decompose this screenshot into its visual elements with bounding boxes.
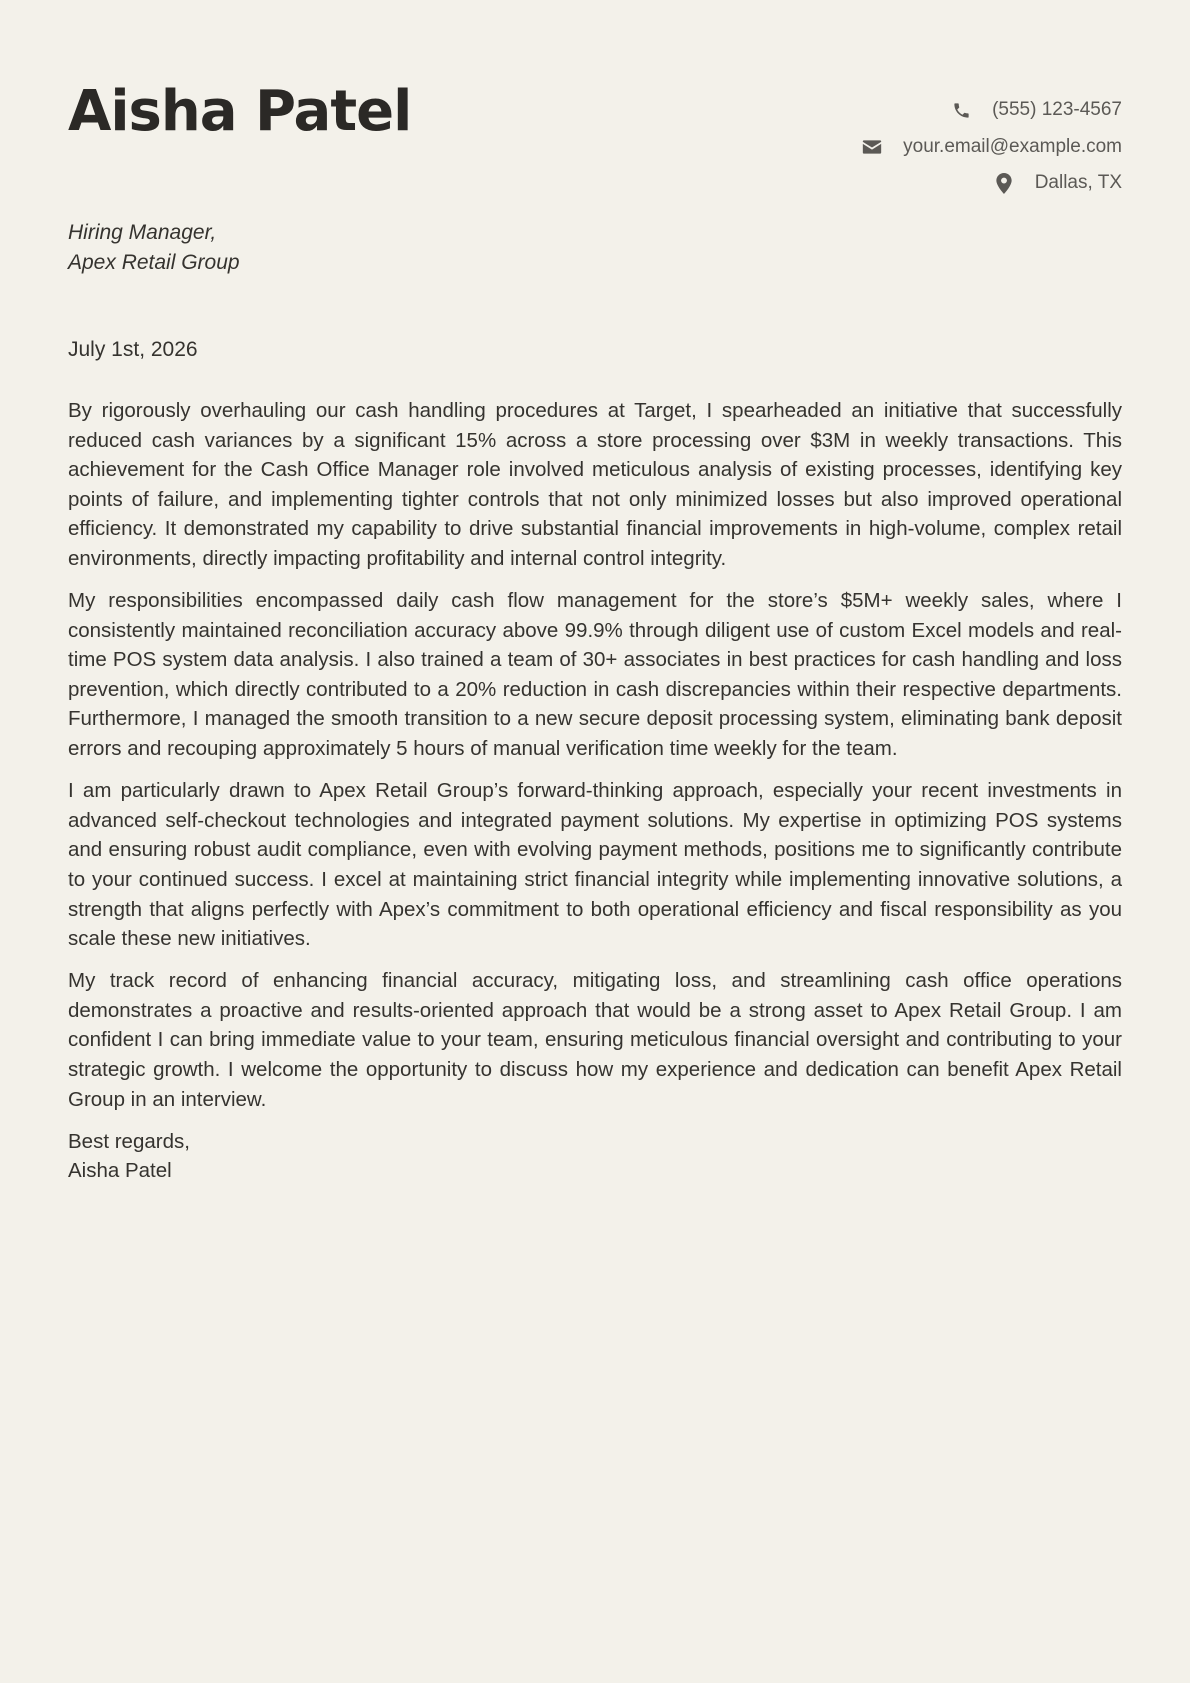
location-text: Dallas, TX: [1034, 172, 1122, 194]
phone-text: (555) 123-4567: [992, 99, 1122, 121]
body-paragraph: My track record of enhancing financial accuracy, mitigating loss, and streamlining cash office operations demonstrates a proactive and results-oriented approach that would be a strong asset to Apex Retail Group. I am confident I can bring immediate value to your team, ensuring meticulous financial oversight and contributing to your strategic growth. I welcome the opportunity to discuss how my experience and dedication can benefit Apex Retail Group in an interview.: [68, 969, 1122, 1111]
recipient-title: Hiring Manager,: [68, 221, 217, 244]
body-paragraph: By rigorously overhauling our cash handling procedures at Target, I spearheaded an initiative that successfully reduced cash variances by a significant 15% across a store processing over $3M in weekly transactions. This achievement for the Cash Office Manager role involved meticulous analysis of existing processes, identifying key points of failure, and implementing tighter controls that not only minimized losses but also improved operational efficiency. It demonstrated my capability to drive substantial financial improvements in high-volume, complex retail environments, directly impacting profitability and internal control integrity.: [68, 399, 1122, 570]
letter-body: [68, 396, 1122, 1186]
letter-header: [68, 0, 1122, 210]
contact-email: [861, 129, 1122, 166]
contact-location: [861, 165, 1122, 202]
cover-letter-page: [68, 0, 1122, 1683]
body-paragraph: My responsibilities encompassed daily cash flow management for the store’s $5M+ weekly sales, where I consistently maintained reconciliation accuracy above 99.9% through diligent use of custom Excel models and real-time POS system data analysis. I also trained a team of 30+ associates in best practices for cash handling and loss prevention, which directly contributed to a 20% reduction in cash discrepancies within their respective departments. Furthermore, I managed the smooth transition to a new secure deposit processing system, eliminating bank deposit errors and recouping approximately 5 hours of manual verification time weekly for the team.: [68, 589, 1122, 761]
letter-date: July 1st, 2026: [68, 338, 198, 361]
map-pin-icon: [993, 172, 1015, 194]
closing-salutation: Best regards,: [68, 1129, 190, 1153]
body-paragraph: I am particularly drawn to Apex Retail Group’s forward-thinking approach, especially your recent investments in advanced self-checkout technologies and integrated payment solutions. My expertise in optimizing POS systems and ensuring robust audit compliance, even with evolving payment methods, positions me to significantly contribute to your continued success. I excel at maintaining strict financial integrity while implementing innovative solutions, a strength that aligns perfectly with Apex’s commitment to both operational efficiency and fiscal responsibility as you scale these new initiatives.: [68, 779, 1122, 951]
applicant-name: Aisha Patel: [68, 79, 412, 144]
closing-signature: Aisha Patel: [68, 1159, 172, 1183]
contact-phone: [861, 92, 1122, 129]
envelope-icon: [861, 136, 883, 158]
letter-closing: [68, 1127, 1122, 1186]
contact-info: [861, 92, 1122, 202]
email-text: your.email@example.com: [903, 135, 1122, 157]
recipient-company: Apex Retail Group: [68, 251, 240, 274]
recipient-block: [68, 218, 240, 278]
phone-icon: [950, 99, 972, 121]
